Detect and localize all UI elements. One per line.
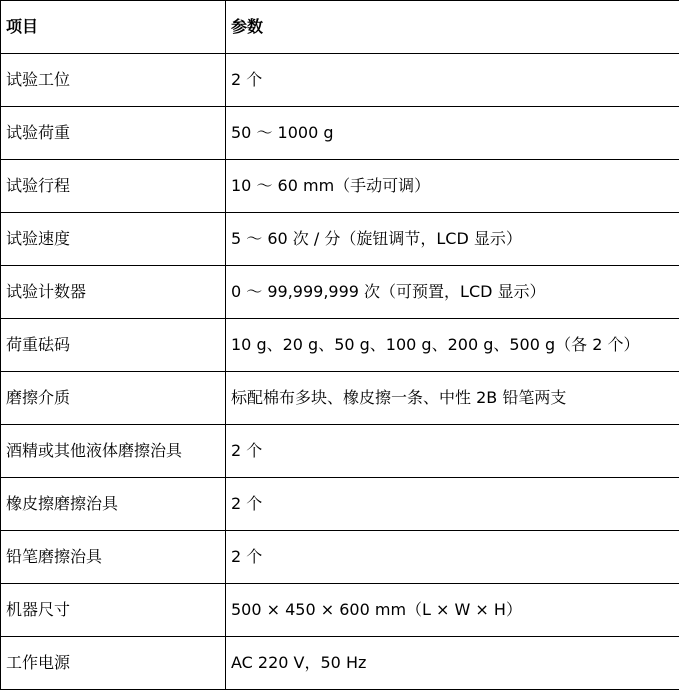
item-cell: 橡皮擦磨擦治具: [1, 478, 226, 531]
spec-table-body: [1, 1, 679, 690]
param-cell: 50 ～ 1000 g: [226, 107, 679, 160]
item-cell: 试验计数器: [1, 266, 226, 319]
table-row: [1, 266, 679, 319]
item-cell: 试验荷重: [1, 107, 226, 160]
item-cell: 试验工位: [1, 54, 226, 107]
item-cell: 铅笔磨擦治具: [1, 531, 226, 584]
table-row: [1, 107, 679, 160]
param-cell: 2 个: [226, 478, 679, 531]
param-cell: 标配棉布多块、橡皮擦一条、中性 2B 铅笔两支: [226, 372, 679, 425]
table-header-row: [1, 1, 679, 54]
item-cell: 磨擦介质: [1, 372, 226, 425]
item-cell: 试验速度: [1, 213, 226, 266]
param-cell: AC 220 V，50 Hz: [226, 637, 679, 690]
param-cell: 2 个: [226, 54, 679, 107]
table-row: [1, 213, 679, 266]
param-cell: 2 个: [226, 531, 679, 584]
table-row: [1, 531, 679, 584]
table-row: [1, 478, 679, 531]
param-cell: 500 × 450 × 600 mm（L × W × H）: [226, 584, 679, 637]
item-cell: 工作电源: [1, 637, 226, 690]
table-row: [1, 319, 679, 372]
table-row: [1, 54, 679, 107]
table-row: [1, 372, 679, 425]
item-cell: 试验行程: [1, 160, 226, 213]
param-cell: 10 g、20 g、50 g、100 g、200 g、500 g（各 2 个）: [226, 319, 679, 372]
table-row: [1, 584, 679, 637]
table-row: [1, 425, 679, 478]
item-cell: 酒精或其他液体磨擦治具: [1, 425, 226, 478]
param-cell: 0 ～ 99,999,999 次（可预置，LCD 显示）: [226, 266, 679, 319]
item-cell: 机器尺寸: [1, 584, 226, 637]
param-cell: 2 个: [226, 425, 679, 478]
header-cell-param: 参数: [226, 1, 679, 54]
item-cell: 荷重砝码: [1, 319, 226, 372]
param-cell: 5 ～ 60 次 / 分（旋钮调节，LCD 显示）: [226, 213, 679, 266]
header-cell-item: 项目: [1, 1, 226, 54]
param-cell: 10 ～ 60 mm（手动可调）: [226, 160, 679, 213]
table-row: [1, 637, 679, 690]
table-row: [1, 160, 679, 213]
